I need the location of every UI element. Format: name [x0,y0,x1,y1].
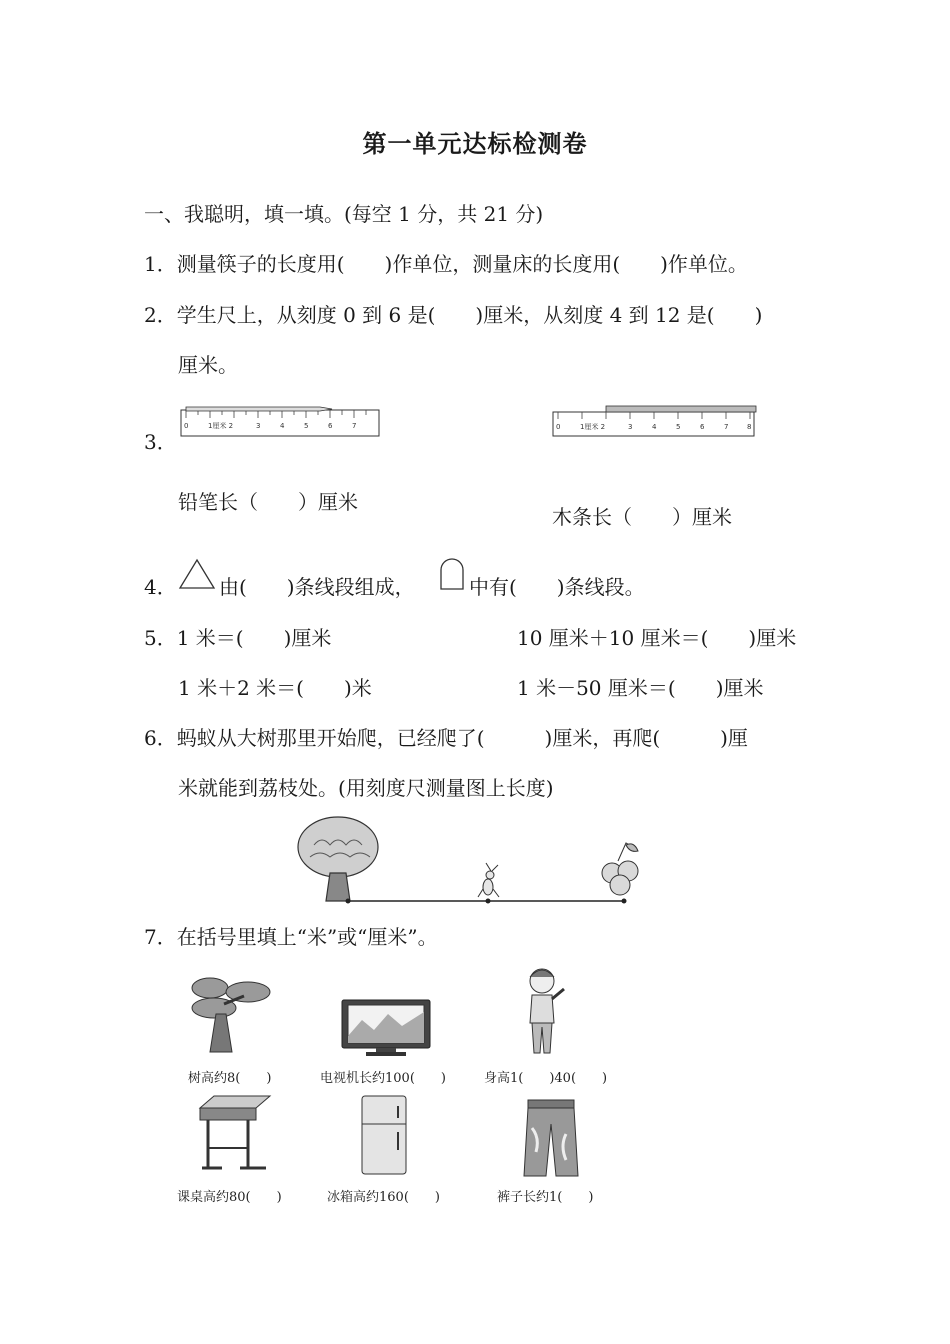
tree-height-label: 树高约8( ) [188,1071,272,1086]
pencil-length-label: 铅笔长（ ）厘米 [178,490,358,514]
question-6-line-2: 米就能到荔枝处。(用刻度尺测量图上长度) [178,776,554,800]
ruler-label: 4 [280,422,285,430]
question-3-number: 3． [144,430,177,454]
ruler-label: 5 [304,422,309,430]
boy-icon [520,965,570,1060]
tv-icon [340,998,432,1058]
tv-length-label: 电视机长约100( ) [320,1071,446,1086]
question-5-c: 1 米＋2 米＝( )米 [178,676,372,700]
desk-icon [194,1092,274,1177]
question-6-line-1: 6．蚂蚁从大树那里开始爬，已经爬了( )厘米，再爬( )厘 [144,726,748,750]
ruler-label: 3 [256,422,261,430]
question-2-line-2: 厘米。 [178,353,238,377]
ruler-label: 6 [700,423,705,431]
question-1: 1．测量筷子的长度用( )作单位，测量床的长度用( )作单位。 [144,252,748,276]
question-4-number: 4． [144,575,177,599]
ant-path-figure [296,815,656,910]
tree-icon [186,970,276,1055]
question-4-part-2: 中有( )条线段。 [469,575,645,599]
ruler-label: 1厘米 2 [580,423,606,431]
ruler-wood-figure [552,404,757,438]
ruler-label: 3 [628,423,633,431]
ruler-label: 6 [328,422,333,430]
arch-shape-icon [438,556,466,592]
fridge-height-label: 冰箱高约160( ) [327,1190,440,1205]
ruler-label: 4 [652,423,657,431]
question-4-part-1: 由( )条线段组成， [219,575,415,599]
question-5-b: 10 厘米＋10 厘米＝( )厘米 [517,626,797,650]
ruler-label: 0 [184,422,189,430]
desk-height-label: 课桌高约80( ) [177,1190,282,1205]
big-tree-icon [298,817,378,901]
ruler-label: 7 [352,422,357,430]
ant-icon [478,863,499,897]
question-5-d: 1 米－50 厘米＝( )厘米 [517,676,764,700]
ruler-pencil-figure [180,404,380,438]
triangle-icon [178,558,216,590]
height-label: 身高1( )40( ) [484,1071,608,1086]
question-5-a: 5．1 米＝( )厘米 [144,626,332,650]
pants-icon [522,1098,580,1178]
ruler-label: 7 [724,423,729,431]
question-2-line-1: 2．学生尺上，从刻度 0 到 6 是( )厘米，从刻度 4 到 12 是( ) [144,303,763,327]
lychee-icon [602,843,638,895]
ruler-label: 8 [747,423,752,431]
wood-length-label: 木条长（ ）厘米 [552,505,732,529]
section-heading: 一、我聪明，填一填。(每空 1 分，共 21 分) [144,202,544,226]
pants-length-label: 裤子长约1( ) [497,1190,594,1205]
question-7: 7．在括号里填上“米”或“厘米”。 [144,925,438,949]
ruler-label: 1厘米 2 [208,422,234,430]
ruler-label: 0 [556,423,561,431]
ruler-label: 5 [676,423,681,431]
page-title: 第一单元达标检测卷 [362,130,588,158]
fridge-icon [360,1094,408,1178]
